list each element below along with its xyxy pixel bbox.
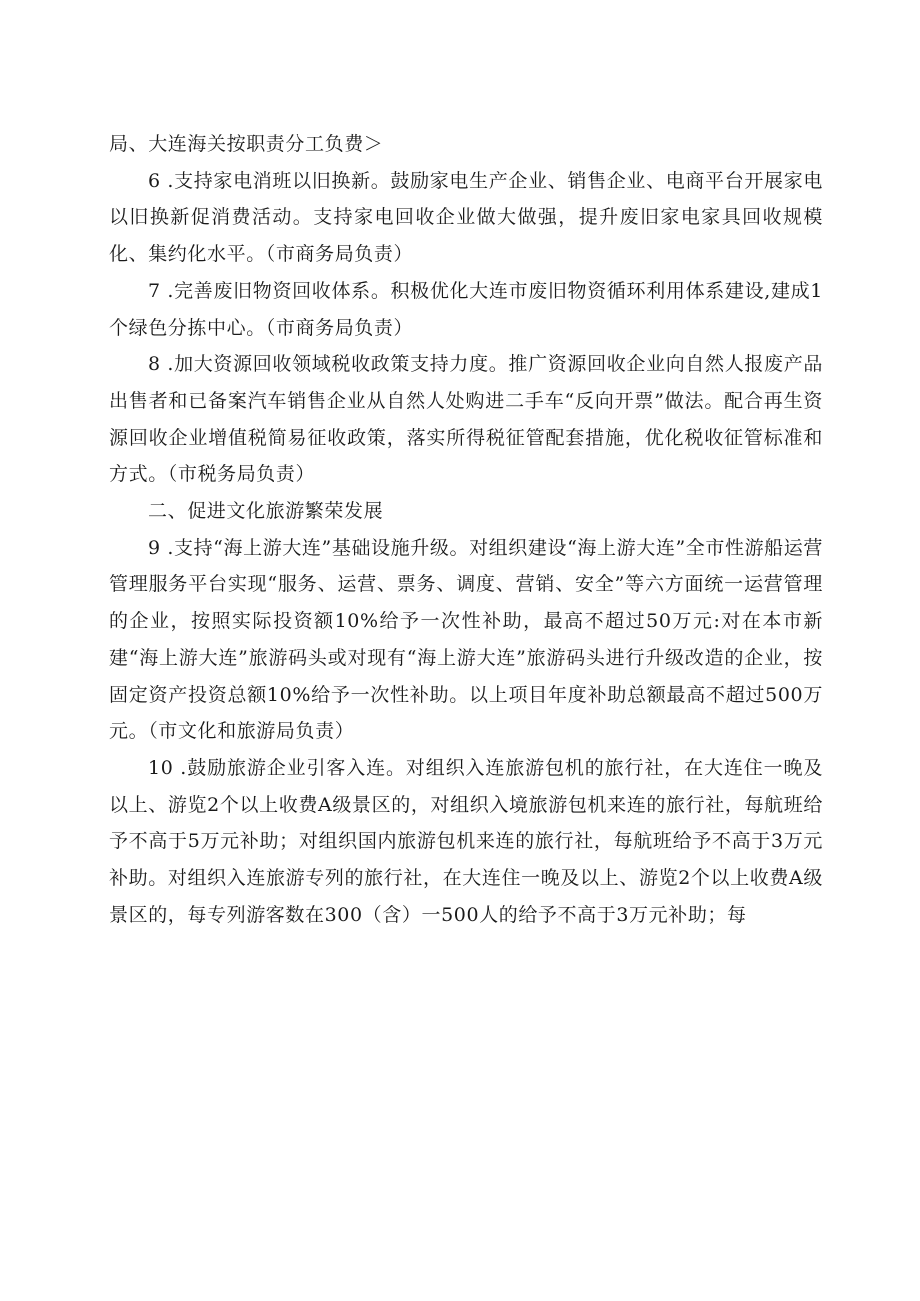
paragraph-item-10: 10 .鼓励旅游企业引客入连。对组织入连旅游包机的旅行社，在大连住一晚及以上、游览2个以上收费A级景区的，对组织入境旅游包机来连的旅行社，每航班给予不高于5万元补助；对组织国内旅游包机来连的旅行社，每航班给予不高于3万元补助。对组织入连旅游专列的旅行社，在大连住一晚及以上、游览2个以上收费A级景区的，每专列游客数在300（含）一500人的给予不高于3万元补助；每 [109, 756, 823, 926]
document-body [109, 126, 823, 933]
paragraph-item-8: 8 .加大资源回收领域税收政策支持力度。推广资源回收企业向自然人报废产品出售者和已备案汽车销售企业从自然人处购进二手车“反向开票”做法。配合再生资源回收企业增值税简易征收政策，落实所得税征管配套措施，优化税收征管标准和方式。（市税务局负责） [109, 353, 823, 486]
paragraph-item-9: 9 .支持“海上游大连”基础设施升级。对组织建设“海上游大连”全市性游船运营管理服务平台实现“服务、运营、票务、调度、营销、安全”等六方面统一运营管理的企业，按照实际投资额10%给予一次性补助，最高不超过50万元:对在本市新建“海上游大连”旅游码头或对现有“海上游大连”旅游码头进行升级改造的企业，按固定资产投资总额10%给予一次性补助。以上项目年度补助总额最高不超过500万元。（市文化和旅游局负责） [109, 536, 823, 743]
paragraph-item-6: 6 .支持家电消班以旧换新。鼓励家电生产企业、销售企业、电商平台开展家电以旧换新促消费活动。支持家电回收企业做大做强，提升废旧家电家具回收规模化、集约化水平。（市商务局负责） [109, 169, 823, 266]
section-heading: 二、促进文化旅游繁荣发展 [148, 500, 384, 523]
paragraph-continuation: 局、大连海关按职责分工负费＞ [109, 133, 384, 155]
paragraph-item-7: 7 .完善废旧物资回收体系。积极优化大连市废旧物资循环利用体系建设,建成1个绿色分拣中心。（市商务局负责） [109, 279, 823, 339]
